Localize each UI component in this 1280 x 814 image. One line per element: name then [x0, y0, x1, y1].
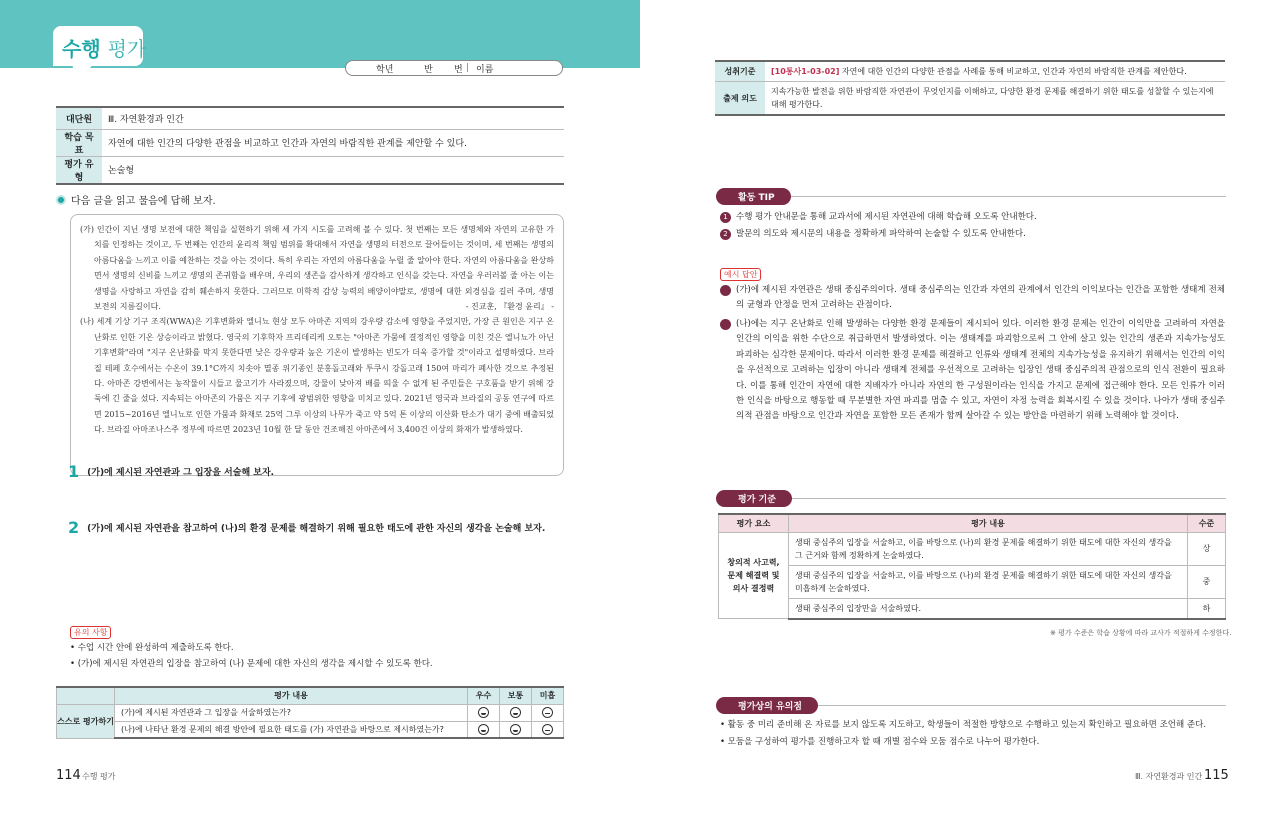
info-value: Ⅲ. 자연환경과 인간	[102, 107, 564, 129]
prompt	[56, 192, 216, 207]
question-text: (가)에 제시된 자연관과 그 입장을 서술해 보자.	[87, 468, 275, 478]
caution-tag: 유의 사항	[70, 626, 111, 639]
reading-paragraph-na: (나) 세계 기상 기구 조직(WWA)은 기후변화와 엘니뇨 현상 모두 아마존 지역의 강우량 감소에 영향을 주었지만, 가장 큰 원인은 지구 온난화로 인한 기온 상승이라고 밝혔다. 영국의 기후학자 프리데리케 오토는 "아마존 가뭄에 결정적인 영향을 미친 것은 엘니뇨가 아닌 기후변화"라며 "지구 온난화를 막지 못한다면 낮은 강우량과 높은 기온이 발생하는 빈도가 더욱 증가할 것"이라고 설명하였다. 브라질 테페 호수에서는 수온이 39.1°C까지 치솟아 멸종 위기종인 분홍돌고래와 투쿠시 강돌고래 150여 마리가 폐사한 것으로 추정된다. 아마존 강변에서는 농작물이 시들고 물고기가 사라졌으며, 강물이 낮아져 배를 띄울 수 없게 된 주민들은 구호품을 받기 위해 강둑에 긴 줄을 섰다. 지속되는 아마존의 가뭄은 지구 기후에 광범위한 영향을 미치고 있다. 2021년 영국과 브라질의 공동 연구에 따르면 2015~2016년 엘니뇨로 인한 가뭄과 화재로 25억 그루 이상의 나무가 죽고 약 5억 톤 이상의 이산화 탄소가 대기 중에 배출되었다. 브라질 아마조나스주 정부에 따르면 2023년 10월 한 달 동안 건조해진 아마존에서 3,400건 이상의 화재가 발생하였다.	[80, 317, 554, 435]
example-answer-1	[715, 283, 1225, 314]
criteria-content: 생태 중심주의 입장을 서술하고, 이를 바탕으로 (나)의 환경 문제를 해결하기 위한 태도에 대한 자신의 생각을 그 근거와 함께 정확하게 논술하였다.	[789, 532, 1188, 565]
info-value: 논술형	[102, 156, 564, 184]
self-row	[57, 721, 564, 738]
tip-text: 수행 평가 안내문을 통해 교과서에 제시된 자연관에 대해 학습해 오도록 안내한다.	[736, 212, 1037, 222]
standards-table	[715, 60, 1225, 116]
standard-text: 자연에 대한 인간의 다양한 관점을 사례를 통해 비교하고, 인간과 자연의 바람직한 관계를 제안한다.	[839, 67, 1187, 76]
criteria-element: 창의적 사고력, 문제 해결력 및 의사 결정력	[719, 532, 789, 619]
info-row	[56, 156, 564, 184]
self-header-row	[57, 687, 564, 704]
criteria-content: 생태 중심주의 입장만을 서술하였다.	[789, 598, 1188, 619]
eval-note-item: • 모둠을 구성하여 평가를 진행하고자 할 때 개별 점수와 모둠 점수로 나누어 평가한다.	[720, 737, 1040, 747]
page-number-right: 115	[1204, 768, 1229, 783]
question-text: (가)에 제시된 자연관을 참고하여 (나)의 환경 문제를 해결하기 위해 필요한 태도에 관한 자신의 생각을 논술해 보자.	[87, 524, 546, 534]
page-name-left: 수행 평가	[82, 772, 116, 781]
page-title-main: 수행	[62, 37, 101, 61]
tip-text: 발문의 의도와 제시문의 내용을 정확하게 파악하여 논술할 수 있도록 안내한다.	[736, 229, 1026, 239]
self-item: (나)에 나타난 환경 문제의 해결 방안에 필요한 태도를 (가) 자연관을 바탕으로 제시하였는가?	[115, 721, 468, 738]
page-title	[62, 33, 146, 62]
criteria-header-level: 수준	[1188, 514, 1226, 532]
self-cell[interactable]	[500, 704, 532, 721]
self-cell[interactable]	[468, 704, 500, 721]
reading-text-ga: (가) 인간이 지닌 생명 보전에 대한 책임을 실현하기 위해 세 가지 시도를 고려해 볼 수 있다. 첫 번째는 모든 생명체와 자연의 고유한 가치를 인정하는 것이고, 두 번째는 인간의 윤리적 책임 범위를 확대해서 자연을 생명의 터전으로 끌어들이는 것이며, 세 번째는 생명의 아름다움을 느끼고 이를 예찬하는 것을 아는 것이다. 특히 우리는 자연의 아름다움을 누릴 줄 알아야 한다. 자연의 아름다움을 완상하면서 생명의 신비를 느끼고 생명의 존귀함을 배우며, 우리의 생존을 감사하게 생각하고 인식을 갖는다. 자연을 우러러볼 줄 아는 이는 생명을 사랑하고 자연을 감히 훼손하지 못한다. 그러므로 미학적 감상 능력의 배양이야말로, 생명에 대한 외경심을 길러 주며, 생명 보전의 지름길이다.	[80, 225, 554, 312]
self-cell[interactable]	[532, 721, 564, 738]
self-cell[interactable]	[532, 704, 564, 721]
info-label: 대단원	[56, 107, 102, 129]
reading-box	[70, 214, 564, 476]
number-2-icon: 2	[720, 319, 731, 330]
number-label: 번	[454, 64, 463, 75]
self-header-excellent: 우수	[468, 687, 500, 704]
smile-face-icon[interactable]	[478, 724, 489, 735]
self-header-blank	[57, 687, 115, 704]
info-row	[56, 129, 564, 156]
standards-value: 지속가능한 발전을 위한 바람직한 자연관이 무엇인지를 이해하고, 다양한 환경 문제를 해결하기 위한 태도를 성찰할 수 있는지에 대해 평가한다.	[765, 82, 1225, 116]
criteria-level: 중	[1188, 565, 1226, 598]
name-bar	[345, 60, 563, 76]
tip-item	[720, 227, 1026, 240]
prompt-text: 다음 글을 읽고 물음에 답해 보자.	[71, 196, 216, 207]
number-1-icon: 1	[720, 285, 731, 296]
page-number-left: 114	[56, 768, 81, 783]
tip-item	[720, 210, 1037, 223]
bullet-icon	[56, 195, 66, 205]
info-label: 학습 목표	[56, 129, 102, 156]
criteria-row	[719, 532, 1226, 565]
class-label: 반	[424, 64, 433, 75]
caution-item: • (가)에 제시된 자연관의 입장을 참고하여 (나) 문제에 대한 자신의 생각을 제시할 수 있도록 한다.	[70, 659, 433, 669]
caution-item: • 수업 시간 안에 완성하여 제출하도록 한다.	[70, 643, 234, 653]
self-cell[interactable]	[500, 721, 532, 738]
criteria-table	[718, 513, 1226, 620]
reading-source: - 진교훈, 『환경 윤리』 -	[465, 302, 554, 312]
criteria-tag: 평가 기준	[716, 490, 792, 507]
standards-row	[715, 82, 1225, 116]
answer-text: (가)에 제시된 자연관은 생태 중심주의이다. 생태 중심주의는 인간과 자연의 관계에서 인간의 이익보다는 인간을 포함한 생태계 전체의 균형과 안정을 먼저 고려하는 관점이다.	[736, 285, 1225, 311]
standards-row	[715, 61, 1225, 82]
smile-face-icon[interactable]	[478, 707, 489, 718]
neutral-face-icon[interactable]	[510, 707, 521, 718]
number-2-icon: 2	[720, 229, 731, 240]
example-tag: 예시 답안	[720, 268, 761, 281]
standards-label: 성취기준	[715, 61, 765, 82]
frown-face-icon[interactable]	[542, 724, 553, 735]
tip-divider	[716, 196, 1226, 197]
criteria-note: ※ 평가 수준은 학습 상황에 따라 교사가 적절하게 수정한다.	[1050, 629, 1232, 637]
standards-label: 출제 의도	[715, 82, 765, 116]
self-label: 스스로 평가하기	[57, 704, 115, 738]
page-title-sub: 평가	[107, 37, 147, 61]
info-label: 평가 유형	[56, 156, 102, 184]
criteria-header-row	[719, 514, 1226, 532]
name-label: 이름	[476, 64, 494, 75]
criteria-level: 하	[1188, 598, 1226, 619]
criteria-level: 상	[1188, 532, 1226, 565]
criteria-header-element: 평가 요소	[719, 514, 789, 532]
eval-note-item: • 활동 중 미리 준비해 온 자료를 보지 않도록 지도하고, 학생들이 적절한 방향으로 수행하고 있는지 확인하고 필요하면 조언해 준다.	[720, 720, 1207, 730]
neutral-face-icon[interactable]	[510, 724, 521, 735]
example-answer-2	[715, 317, 1225, 425]
info-value: 자연에 대한 인간의 다양한 관점을 비교하고 인간과 자연의 바람직한 관계를 제안할 수 있다.	[102, 129, 564, 156]
question-number: 1	[68, 462, 80, 481]
name-divider: |	[466, 63, 470, 73]
question-number: 2	[68, 518, 80, 537]
info-row	[56, 107, 564, 129]
self-header-content: 평가 내용	[115, 687, 468, 704]
criteria-divider	[716, 498, 1226, 499]
question-2	[68, 516, 545, 537]
standard-code: [10통사1-03-02]	[771, 67, 840, 76]
grade-label: 학년	[376, 64, 394, 75]
self-header-poor: 미흡	[532, 687, 564, 704]
standards-value	[765, 61, 1225, 82]
self-item: (가)에 제시된 자연관과 그 입장을 서술하였는가?	[115, 704, 468, 721]
number-1-icon: 1	[720, 212, 731, 223]
criteria-content: 생태 중심주의 입장을 서술하고, 이를 바탕으로 (나)의 환경 문제를 해결하기 위한 태도에 대한 자신의 생각을 미흡하게 논술하였다.	[789, 565, 1188, 598]
frown-face-icon[interactable]	[542, 707, 553, 718]
question-1	[68, 460, 274, 481]
self-cell[interactable]	[468, 721, 500, 738]
criteria-row	[719, 598, 1226, 619]
page-name-right: Ⅲ. 자연환경과 인간	[1135, 772, 1203, 781]
criteria-header-content: 평가 내용	[789, 514, 1188, 532]
self-assessment-table	[56, 686, 564, 739]
criteria-row	[719, 565, 1226, 598]
eval-notes-tag: 평가상의 유의점	[716, 697, 818, 714]
info-table	[56, 106, 564, 185]
answer-text: (나)에는 지구 온난화로 인해 발생하는 다양한 환경 문제들이 제시되어 있다. 이러한 환경 문제는 인간이 이익만을 고려하여 자연을 인간의 이익을 위한 수단으로 취급하면서 발생하였다. 이는 생태계를 파괴함으로써 그 안에 살고 있는 인간의 생존과 지속가능성도 파괴하는 심각한 문제이다. 따라서 이러한 환경 문제를 해결하고 인류와 생태계 전체의 지속가능성을 유지하기 위해서는 인간의 이익을 우선적으로 고려하는 입장이 아니라 생태계 전체를 우선적으로 고려하는 입장인 생태 중심주의적 관점으로의 인식 전환이 필요하다. 이를 통해 인간이 자연에 대한 지배자가 아니라 자연의 한 구성원이라는 인식을 가지고 문제에 접근해야 한다. 모든 인류가 이러한 인식을 바탕으로 행동할 때 무분별한 자연 파괴를 멈출 수 있고, 자연이 자정 능력을 회복시킬 수 있을 것이다. 나아가 생태 중심주의적 관점을 바탕으로 인간과 자연을 포함한 모든 존재가 함께 살아갈 수 있는 방안을 마련하기 위해 노력해야 할 것이다.	[736, 319, 1225, 422]
self-row	[57, 704, 564, 721]
self-header-average: 보통	[500, 687, 532, 704]
tip-tag: 활동 TIP	[716, 188, 791, 205]
reading-paragraph-ga	[80, 222, 554, 314]
